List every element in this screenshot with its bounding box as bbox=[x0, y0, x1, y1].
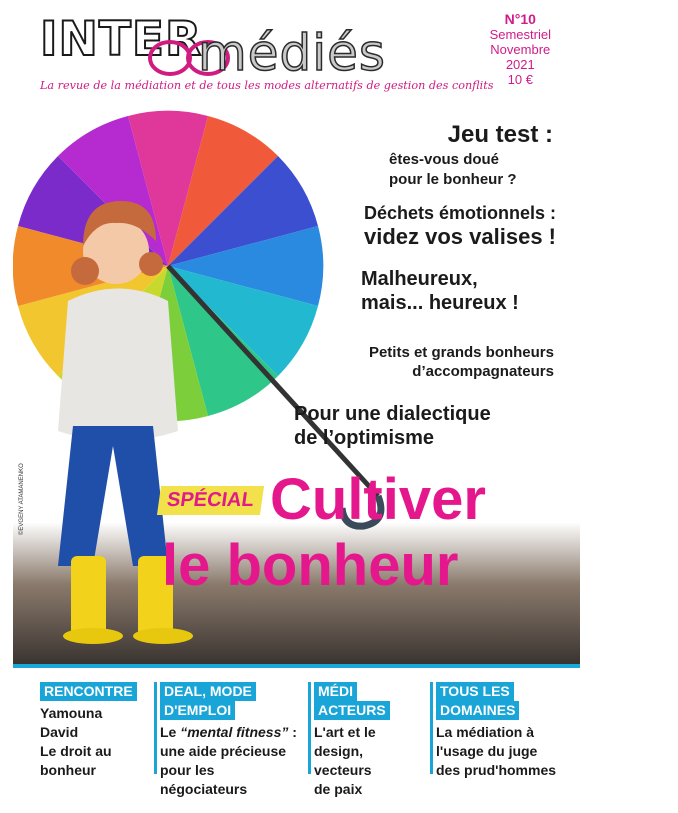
headline-dialectique bbox=[294, 402, 491, 450]
column-emphasis: “mental fitness” bbox=[180, 724, 289, 740]
headline-dialectique-2: de l’optimisme bbox=[294, 427, 435, 449]
special-badge: SPÉCIAL bbox=[157, 486, 264, 515]
headline-jeu-test-sub-2: pour le bonheur ? bbox=[389, 171, 517, 188]
column-head: ACTEURS bbox=[314, 701, 390, 720]
headline-petits-bonheurs bbox=[369, 343, 554, 381]
column-line bbox=[160, 723, 300, 742]
column-line: de paix bbox=[314, 781, 363, 797]
column-body bbox=[436, 723, 566, 780]
headline-dechets bbox=[364, 202, 556, 250]
masthead-medies: médiés bbox=[198, 24, 386, 82]
column-line: l'usage du juge bbox=[436, 743, 538, 759]
headline-malheureux-2: mais... heureux ! bbox=[361, 292, 519, 314]
issue-price: 10 € bbox=[507, 72, 533, 87]
special-title-line1: Cultiver bbox=[270, 467, 486, 532]
column-head: DEAL, MODE bbox=[160, 682, 256, 701]
column-text: Le bbox=[160, 724, 181, 740]
masthead-tagline: La revue de la médiation et de tous les modes alternatifs de gestion des conflits bbox=[40, 79, 494, 92]
column-head: TOUS LES bbox=[436, 682, 514, 701]
issue-info bbox=[490, 12, 551, 87]
headline-petits-2: d’accompagnateurs bbox=[412, 363, 554, 380]
column-body bbox=[40, 704, 148, 780]
column-line: des prud'hommes bbox=[436, 762, 557, 778]
headline-jeu-test: Jeu test : bbox=[447, 121, 553, 148]
headline-dechets-1: Déchets émotionnels : bbox=[363, 203, 556, 223]
column-accent-bar bbox=[308, 682, 311, 774]
column-line: design, vecteurs bbox=[314, 743, 372, 778]
headline-petits-1: Petits et grands bonheurs bbox=[368, 344, 554, 361]
column-head: MÉDI bbox=[314, 682, 357, 701]
section-divider bbox=[13, 664, 580, 668]
special-title-line2: le bonheur bbox=[162, 533, 459, 598]
issue-number: N°10 bbox=[504, 11, 536, 27]
column-head: DOMAINES bbox=[436, 701, 519, 720]
headline-dechets-2: videz vos valises ! bbox=[364, 224, 556, 249]
column-line: David bbox=[40, 724, 79, 740]
column-line: L'art et le bbox=[314, 724, 376, 740]
issue-frequency: Semestriel bbox=[489, 27, 551, 42]
column-line: Le droit au bbox=[40, 743, 112, 759]
column-accent-bar bbox=[430, 682, 433, 774]
column-head: D'EMPLOI bbox=[160, 701, 235, 720]
column-line: Yamouna bbox=[40, 705, 103, 721]
column-line: bonheur bbox=[40, 762, 96, 778]
column-body bbox=[314, 723, 422, 799]
column-rencontre bbox=[40, 682, 148, 780]
column-domaines bbox=[436, 682, 566, 780]
headline-jeu-test-sub bbox=[389, 150, 517, 190]
masthead-inter: INTER bbox=[40, 12, 203, 67]
headline-jeu-test-sub-1: êtes-vous doué bbox=[389, 151, 500, 168]
column-deal bbox=[160, 682, 300, 799]
headline-malheureux bbox=[361, 267, 519, 315]
column-line: pour les négociateurs bbox=[160, 762, 248, 797]
headline-dialectique-1: Pour une dialectique bbox=[294, 403, 491, 425]
column-head: RENCONTRE bbox=[40, 682, 137, 701]
column-mediacteurs bbox=[314, 682, 422, 799]
column-accent-bar bbox=[154, 682, 157, 774]
issue-month: Novembre bbox=[490, 42, 551, 57]
issue-year: 2021 bbox=[505, 57, 535, 72]
column-line: La médiation à bbox=[436, 724, 535, 740]
column-line: une aide précieuse bbox=[160, 743, 287, 759]
column-body bbox=[160, 723, 300, 799]
column-text: : bbox=[288, 724, 297, 740]
photo-credit: ©EVGENY ATAMANENKO bbox=[19, 463, 25, 535]
headline-malheureux-1: Malheureux, bbox=[361, 268, 478, 290]
